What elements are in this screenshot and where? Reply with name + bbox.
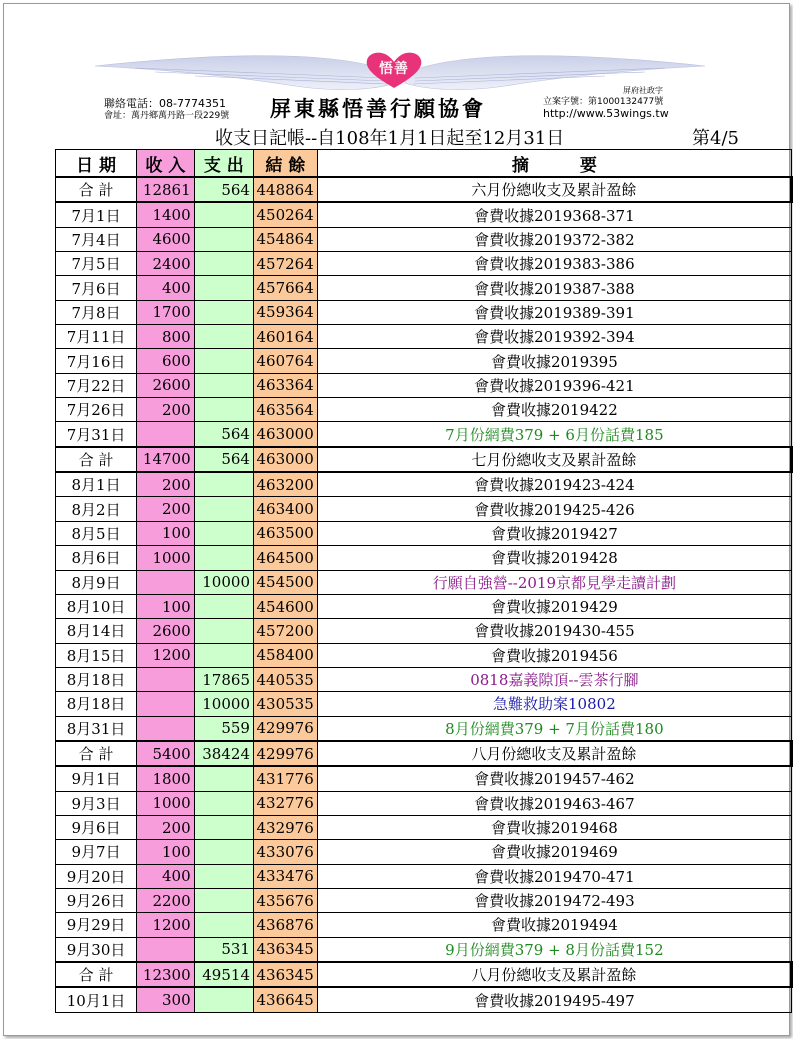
cell-expense: [194, 888, 253, 912]
cell-desc: 會費收據2019428: [317, 546, 791, 570]
cell-income: 1700: [137, 300, 195, 324]
cell-desc: 會費收據2019395: [317, 349, 791, 373]
table-row: [56, 300, 792, 324]
cell-expense: [194, 643, 253, 667]
table-row: [56, 252, 792, 276]
cell-expense: [194, 766, 253, 791]
cell-income: 1800: [137, 766, 195, 791]
cell-date: 8月31日: [56, 716, 137, 741]
table-row: [56, 815, 792, 839]
cell-date: 8月18日: [56, 667, 137, 691]
cell-balance: 457264: [253, 252, 317, 276]
cell-balance: 448864: [253, 177, 317, 202]
cell-income: 600: [137, 349, 195, 373]
cell-date: 合 計: [56, 741, 137, 766]
cell-expense: 564: [194, 177, 253, 202]
cell-income: 4600: [137, 227, 195, 251]
col-description: 摘 要: [317, 150, 791, 178]
cell-date: 9月6日: [56, 815, 137, 839]
cell-date: 7月6日: [56, 276, 137, 300]
cell-income: 800: [137, 325, 195, 349]
cell-income: 12861: [137, 177, 195, 202]
table-row: [56, 422, 792, 447]
cell-desc: 會費收據2019456: [317, 643, 791, 667]
contact-phone: 聯絡電話：08-7774351: [104, 97, 226, 110]
cell-date: 9月7日: [56, 840, 137, 864]
cell-balance: 433076: [253, 840, 317, 864]
heart-logo-text: 悟善: [379, 61, 409, 77]
cell-balance: 429976: [253, 741, 317, 766]
table-summary-row: [56, 962, 792, 987]
table-row: [56, 619, 792, 643]
registration-authority: 屏府社政字: [623, 86, 663, 95]
cell-date: 8月10日: [56, 594, 137, 618]
cell-date: 9月1日: [56, 766, 137, 791]
cell-expense: [194, 594, 253, 618]
table-row: [56, 398, 792, 422]
cell-expense: [194, 840, 253, 864]
table-row: [56, 692, 792, 716]
cell-expense: 531: [194, 937, 253, 962]
cell-expense: [194, 815, 253, 839]
cell-balance: 458400: [253, 643, 317, 667]
table-row: [56, 913, 792, 937]
cell-date: 7月26日: [56, 398, 137, 422]
cell-desc: 會費收據2019472-493: [317, 888, 791, 912]
cell-date: 10月1日: [56, 987, 137, 1012]
cell-income: 2400: [137, 252, 195, 276]
cell-income: 1200: [137, 913, 195, 937]
cell-income: 2600: [137, 373, 195, 397]
cell-income: 200: [137, 472, 195, 497]
cell-desc: 會費收據2019457-462: [317, 766, 791, 791]
table-row: [56, 888, 792, 912]
cell-desc: 7月份網費379 + 6月份話費185: [317, 422, 791, 447]
cell-desc: 會費收據2019469: [317, 840, 791, 864]
cell-desc: 會費收據2019463-467: [317, 791, 791, 815]
cell-desc: 急難救助案10802: [317, 692, 791, 716]
cell-balance: 432976: [253, 815, 317, 839]
cell-desc: 會費收據2019429: [317, 594, 791, 618]
cell-desc: 9月份網費379 + 8月份話費152: [317, 937, 791, 962]
table-row: [56, 570, 792, 594]
cell-income: 1400: [137, 202, 195, 227]
cell-desc: 0818嘉義隙頂--雲茶行腳: [317, 667, 791, 691]
cell-date: 7月11日: [56, 325, 137, 349]
cell-income: 200: [137, 497, 195, 521]
cell-desc: 會費收據2019368-371: [317, 202, 791, 227]
cell-date: 8月18日: [56, 692, 137, 716]
cell-expense: [194, 913, 253, 937]
cell-date: 9月3日: [56, 791, 137, 815]
cell-desc: 8月份網費379 + 7月份話費180: [317, 716, 791, 741]
cell-expense: [194, 227, 253, 251]
cell-balance: 430535: [253, 692, 317, 716]
org-name: 屏東縣悟善行願協會: [270, 96, 486, 121]
cell-income: 12300: [137, 962, 195, 987]
table-row: [56, 716, 792, 741]
cell-balance: 435676: [253, 888, 317, 912]
cell-date: 8月1日: [56, 472, 137, 497]
table-row: [56, 791, 792, 815]
registration-info: [543, 86, 669, 120]
cell-income: 400: [137, 864, 195, 888]
cell-income: [137, 692, 195, 716]
table-row: [56, 521, 792, 545]
cell-balance: 463400: [253, 497, 317, 521]
cell-date: 合 計: [56, 177, 137, 202]
cell-date: 8月9日: [56, 570, 137, 594]
website-url: http://www.53wings.tw: [543, 107, 669, 120]
cell-balance: 454864: [253, 227, 317, 251]
cell-balance: 433476: [253, 864, 317, 888]
cell-desc: 會費收據2019392-394: [317, 325, 791, 349]
table-row: [56, 497, 792, 521]
cell-expense: [194, 276, 253, 300]
cell-expense: [194, 373, 253, 397]
cell-income: 2600: [137, 619, 195, 643]
cell-income: 1000: [137, 546, 195, 570]
cell-desc: 會費收據2019396-421: [317, 373, 791, 397]
cell-balance: 459364: [253, 300, 317, 324]
cell-income: 300: [137, 987, 195, 1012]
cell-date: 8月2日: [56, 497, 137, 521]
cell-expense: [194, 546, 253, 570]
cell-expense: [194, 472, 253, 497]
cell-income: 200: [137, 398, 195, 422]
cell-expense: [194, 619, 253, 643]
table-row: [56, 864, 792, 888]
cell-income: 100: [137, 840, 195, 864]
cell-expense: [194, 398, 253, 422]
cell-date: 7月22日: [56, 373, 137, 397]
cell-income: [137, 937, 195, 962]
cell-expense: [194, 202, 253, 227]
table-row: [56, 202, 792, 227]
table-row: [56, 840, 792, 864]
table-summary-row: [56, 447, 792, 472]
table-row: [56, 667, 792, 691]
cell-income: 400: [137, 276, 195, 300]
cell-balance: 463564: [253, 398, 317, 422]
cell-expense: 564: [194, 422, 253, 447]
cell-desc: 會費收據2019387-388: [317, 276, 791, 300]
cell-expense: [194, 521, 253, 545]
cell-date: 9月26日: [56, 888, 137, 912]
col-expense: 支 出: [194, 150, 253, 178]
cell-expense: [194, 300, 253, 324]
cell-balance: 457200: [253, 619, 317, 643]
cell-balance: 436345: [253, 962, 317, 987]
cell-balance: 436876: [253, 913, 317, 937]
cell-balance: 436345: [253, 937, 317, 962]
contact-address: 會址：萬丹鄉萬丹路一段229號: [104, 111, 230, 121]
cell-date: 7月16日: [56, 349, 137, 373]
cell-date: 7月5日: [56, 252, 137, 276]
cell-balance: 460764: [253, 349, 317, 373]
cell-date: 合 計: [56, 447, 137, 472]
cell-income: 14700: [137, 447, 195, 472]
cell-balance: 440535: [253, 667, 317, 691]
registration-number: 立案字號：第1000132477號: [543, 97, 664, 107]
cell-balance: 464500: [253, 546, 317, 570]
cell-income: 2200: [137, 888, 195, 912]
cell-date: 7月1日: [56, 202, 137, 227]
table-row: [56, 594, 792, 618]
cell-income: 200: [137, 815, 195, 839]
cell-expense: 564: [194, 447, 253, 472]
ledger-table: [55, 149, 793, 1013]
cell-desc: 七月份總收支及累計盈餘: [317, 447, 791, 472]
cell-desc: 會費收據2019494: [317, 913, 791, 937]
cell-balance: 454500: [253, 570, 317, 594]
table-row: [56, 546, 792, 570]
cell-desc: 八月份總收支及累計盈餘: [317, 741, 791, 766]
cell-expense: 38424: [194, 741, 253, 766]
cell-date: 合 計: [56, 962, 137, 987]
cell-date: 7月31日: [56, 422, 137, 447]
cell-date: 9月30日: [56, 937, 137, 962]
cell-balance: 463000: [253, 422, 317, 447]
page-number: 第4/5: [692, 128, 739, 149]
cell-balance: 454600: [253, 594, 317, 618]
cell-date: 7月8日: [56, 300, 137, 324]
cell-balance: 431776: [253, 766, 317, 791]
cell-date: 7月4日: [56, 227, 137, 251]
col-income: 收 入: [137, 150, 195, 178]
cell-desc: 會費收據2019430-455: [317, 619, 791, 643]
cell-desc: 會費收據2019389-391: [317, 300, 791, 324]
table-row: [56, 349, 792, 373]
cell-date: 9月20日: [56, 864, 137, 888]
cell-balance: 463200: [253, 472, 317, 497]
cell-balance: 460164: [253, 325, 317, 349]
cell-desc: 會費收據2019470-471: [317, 864, 791, 888]
table-row: [56, 325, 792, 349]
cell-income: 5400: [137, 741, 195, 766]
table-row: [56, 227, 792, 251]
table-row: [56, 472, 792, 497]
table-row: [56, 766, 792, 791]
cell-expense: [194, 987, 253, 1012]
cell-date: 9月29日: [56, 913, 137, 937]
cell-desc: 會費收據2019468: [317, 815, 791, 839]
cell-income: [137, 667, 195, 691]
contact-info: [104, 97, 229, 123]
cell-date: 8月6日: [56, 546, 137, 570]
cell-income: 1200: [137, 643, 195, 667]
cell-expense: [194, 497, 253, 521]
cell-income: 100: [137, 594, 195, 618]
cell-date: 8月14日: [56, 619, 137, 643]
cell-balance: 463500: [253, 521, 317, 545]
table-row: [56, 987, 792, 1012]
table-row: [56, 643, 792, 667]
table-summary-row: [56, 177, 792, 202]
cell-income: [137, 422, 195, 447]
cell-desc: 會費收據2019425-426: [317, 497, 791, 521]
cell-expense: [194, 864, 253, 888]
cell-desc: 會費收據2019372-382: [317, 227, 791, 251]
cell-expense: [194, 252, 253, 276]
table-row: [56, 276, 792, 300]
table-row: [56, 937, 792, 962]
cell-date: 8月5日: [56, 521, 137, 545]
cell-expense: 49514: [194, 962, 253, 987]
cell-expense: 559: [194, 716, 253, 741]
cell-balance: 432776: [253, 791, 317, 815]
col-balance: 結 餘: [253, 150, 317, 178]
cell-desc: 會費收據2019427: [317, 521, 791, 545]
document-title: 收支日記帳--自108年1月1日起至12月31日: [215, 128, 565, 149]
cell-desc: 會費收據2019495-497: [317, 987, 791, 1012]
cell-balance: 463000: [253, 447, 317, 472]
cell-desc: 行願自強營--2019京都見學走讀計劃: [317, 570, 791, 594]
cell-expense: 10000: [194, 570, 253, 594]
cell-income: 100: [137, 521, 195, 545]
table-header-row: [56, 150, 792, 178]
table-row: [56, 373, 792, 397]
cell-balance: 429976: [253, 716, 317, 741]
table-summary-row: [56, 741, 792, 766]
cell-desc: 六月份總收支及累計盈餘: [317, 177, 791, 202]
cell-income: 1000: [137, 791, 195, 815]
col-date: 日 期: [56, 150, 137, 178]
cell-desc: 會費收據2019422: [317, 398, 791, 422]
cell-income: [137, 570, 195, 594]
cell-balance: 457664: [253, 276, 317, 300]
cell-balance: 463364: [253, 373, 317, 397]
cell-expense: 10000: [194, 692, 253, 716]
cell-desc: 會費收據2019423-424: [317, 472, 791, 497]
cell-expense: [194, 325, 253, 349]
cell-balance: 436645: [253, 987, 317, 1012]
cell-expense: [194, 791, 253, 815]
cell-expense: 17865: [194, 667, 253, 691]
cell-desc: 會費收據2019383-386: [317, 252, 791, 276]
cell-desc: 八月份總收支及累計盈餘: [317, 962, 791, 987]
cell-income: [137, 716, 195, 741]
cell-expense: [194, 349, 253, 373]
cell-balance: 450264: [253, 202, 317, 227]
cell-date: 8月15日: [56, 643, 137, 667]
